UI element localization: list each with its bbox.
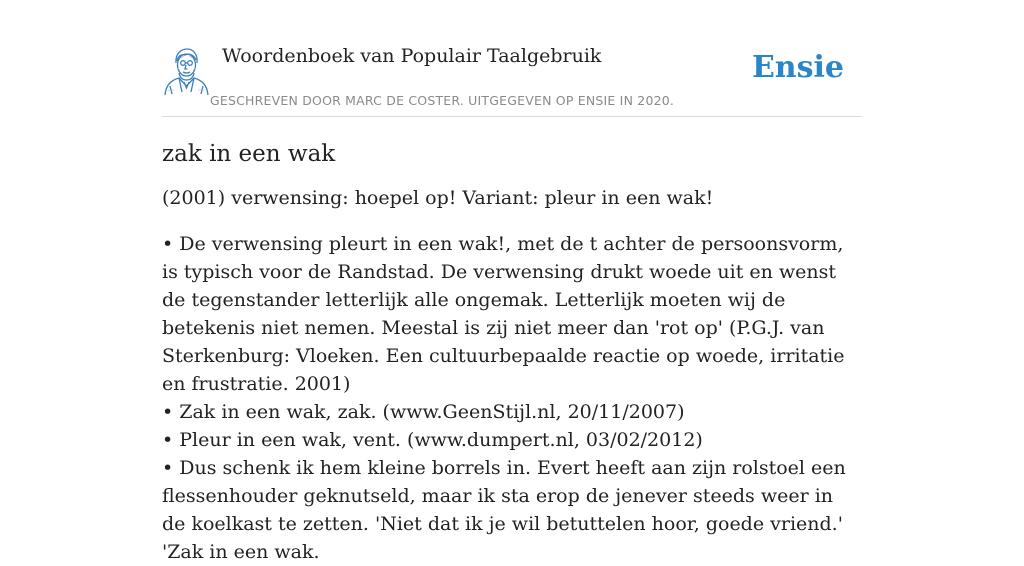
citation-item: • Zak in een wak, zak. (www.GeenStijl.nl, 20/11/2007) [162,401,685,423]
author-portrait-icon [162,46,210,96]
site-header [162,40,862,117]
author-byline: GESCHREVEN DOOR MARC DE COSTER. UITGEGEVEN OP ENSIE IN 2020. [210,93,675,108]
citation-item: • Pleur in een wak, vent. (www.dumpert.nl, 03/02/2012) [162,429,703,451]
citation-item: • De verwensing pleurt in een wak!, met de t achter de persoonsvorm, is typisch voor de Randstad. De verwensing drukt woede uit en wenst de tegenstander letterlijk alle ongemak. Letterlijk moeten wij de betekenis niet nemen. Meestal is zij niet meer dan 'rot op' (P.G.J. van Sterkenburg: Vloeken. Een cultuurbepaalde reactie op woede, irritatie en frustratie. 2001) [162,233,845,395]
entry-headword: zak in een wak [162,141,336,167]
ensie-logo[interactable]: Ensie [751,50,844,85]
citation-item: • Dus schenk ik hem kleine borrels in. Evert heeft aan zijn rolstoel een flessenhouder geknutseld, maar ik sta erop de jenever steeds weer in de koelkast te zetten. 'Niet dat ik je wil betuttelen hoor, goede vriend.' 'Zak in een wak. [162,457,846,563]
citation-list [162,230,862,566]
entry-content [162,138,862,566]
entry-definition: (2001) verwensing: hoepel op! Variant: pleur in een wak! [162,187,714,209]
dictionary-title[interactable]: Woordenboek van Populair Taalgebruik [222,45,602,67]
